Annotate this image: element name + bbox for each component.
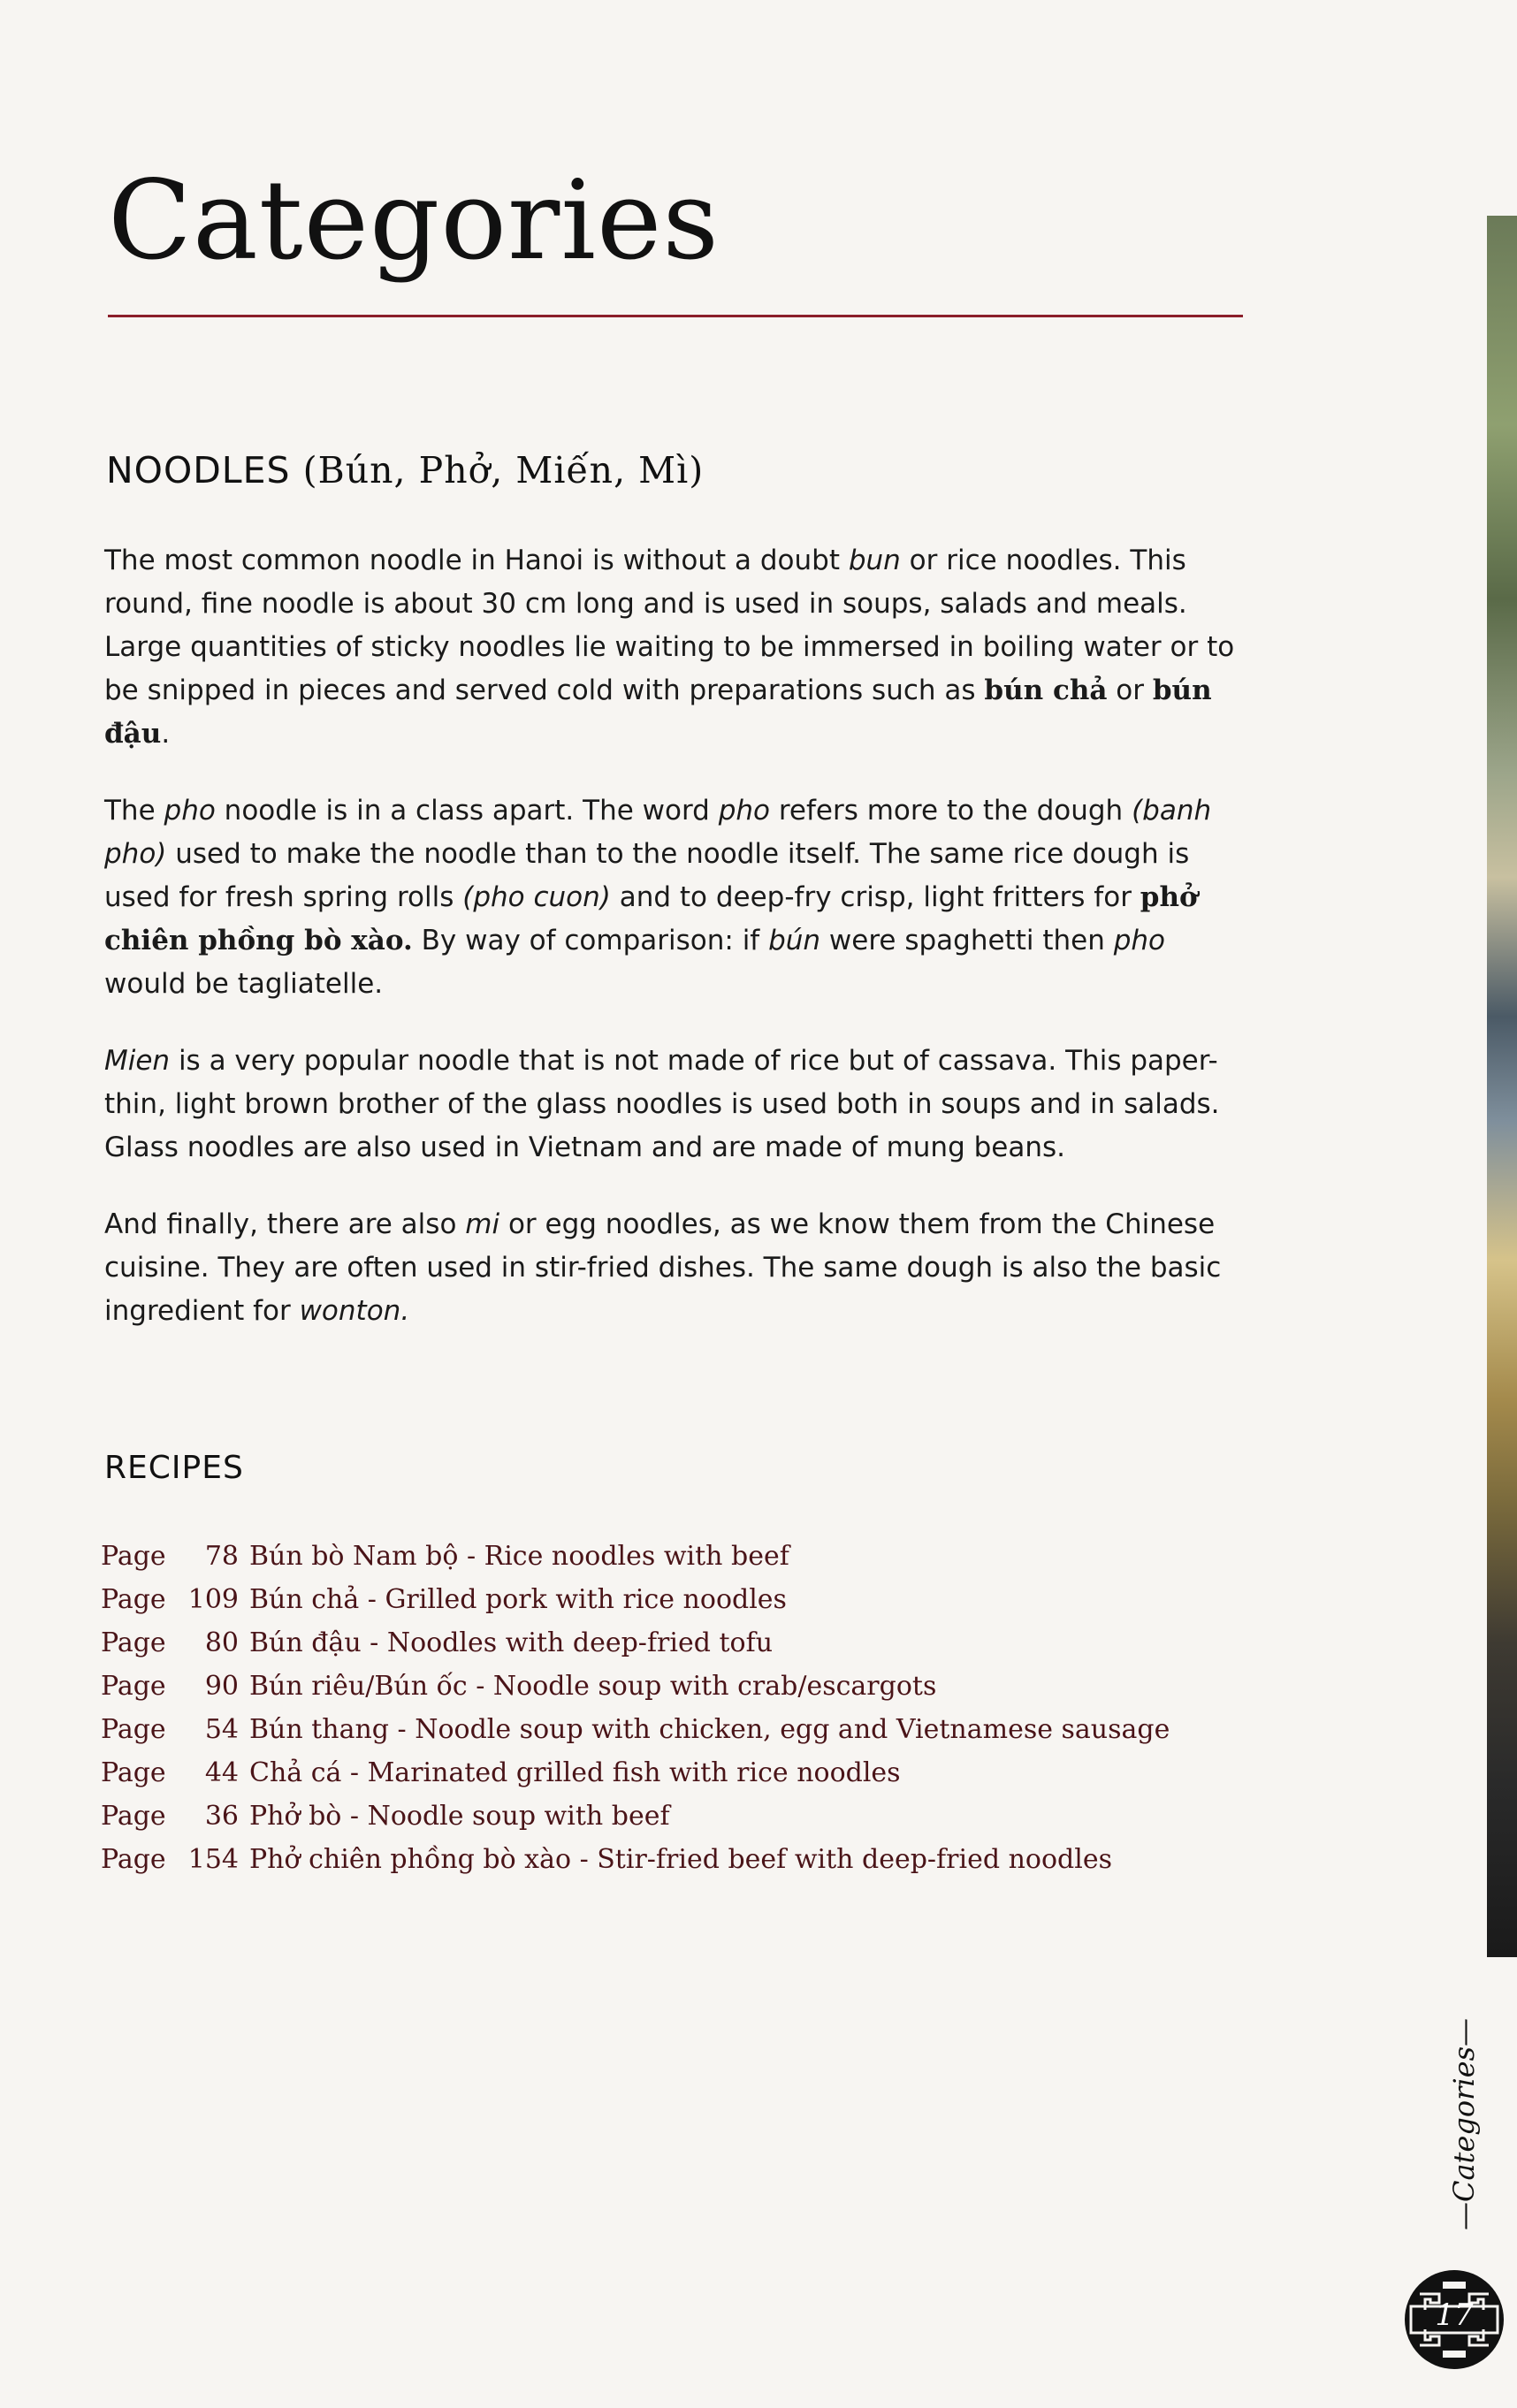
recipe-title: Bún bò Nam bộ - Rice noodles with beef — [249, 1541, 789, 1572]
recipe-list — [101, 1535, 1250, 1881]
italic-run: pho — [164, 795, 216, 827]
recipe-page-number: 44 — [204, 1757, 239, 1788]
page-title: Categories — [108, 157, 720, 285]
recipe-page-label: Page — [101, 1627, 166, 1658]
recipe-page-label: Page — [101, 1714, 166, 1745]
recipe-title: Phở chiên phồng bò xào - Stir-fried beef with deep-fried noodles — [249, 1844, 1112, 1875]
text-run: refers more to the dough — [770, 795, 1132, 827]
italic-run: wonton. — [299, 1295, 410, 1327]
paragraph — [104, 1203, 1254, 1333]
recipe-page-label: Page — [101, 1844, 166, 1875]
recipe-page-number: 78 — [204, 1541, 239, 1572]
italic-run: (pho cuon) — [462, 881, 611, 913]
recipe-page-label: Page — [101, 1671, 166, 1702]
page-number-badge — [1402, 2267, 1506, 2372]
recipe-page-number: 80 — [204, 1627, 239, 1658]
recipe-row — [101, 1621, 1250, 1665]
italic-run: pho — [1113, 925, 1166, 956]
bold-run: phở chiên phồng bò xào. — [104, 881, 1198, 956]
bold-run: bún đậu — [104, 674, 1212, 750]
recipes-heading: RECIPES — [104, 1450, 244, 1486]
recipe-title: Bún đậu - Noodles with deep-fried tofu — [249, 1627, 774, 1658]
recipe-row — [101, 1751, 1250, 1795]
section-heading-vn: (Bún, Phở, Miến, Mì) — [302, 449, 705, 492]
recipe-title: Bún riêu/Bún ốc - Noodle soup with crab/escargots — [249, 1671, 937, 1702]
recipe-row — [101, 1665, 1250, 1708]
text-run: . — [161, 718, 171, 750]
title-divider — [108, 315, 1243, 317]
photo-strip-image — [1487, 216, 1517, 1957]
recipe-page-number: 36 — [204, 1801, 239, 1832]
text-run: And finally, there are also — [104, 1208, 466, 1240]
recipe-title: Chả cá - Marinated grilled fish with rice noodles — [249, 1757, 901, 1788]
text-run: The — [104, 795, 164, 827]
side-label — [1411, 2018, 1482, 2231]
recipe-page-number: 154 — [187, 1844, 239, 1875]
text-run: The most common noodle in Hanoi is without a doubt — [104, 545, 849, 576]
text-run: or rice noodles. This round, fine noodle is about 30 cm long and is used in soups, salads and meals. Large quantities of sticky noodles lie waiting to be immersed in boiling water or to be snipped in pieces and served cold with preparations such as — [104, 545, 1235, 706]
paragraph — [104, 539, 1254, 756]
text-run: would be tagliatelle. — [104, 968, 384, 1000]
italic-run: mi — [465, 1208, 500, 1240]
recipe-title: Bún chả - Grilled pork with rice noodles — [249, 1584, 787, 1615]
recipe-page-label: Page — [101, 1757, 166, 1788]
recipe-title: Bún thang - Noodle soup with chicken, egg and Vietnamese sausage — [249, 1714, 1170, 1745]
italic-run: (banh pho) — [104, 795, 1212, 870]
page-number: 17 — [1435, 2298, 1474, 2333]
text-run: or — [1107, 674, 1153, 706]
recipe-title: Phở bò - Noodle soup with beef — [249, 1801, 670, 1832]
recipe-page-label: Page — [101, 1801, 166, 1832]
recipe-row — [101, 1838, 1250, 1881]
italic-run: Mien — [104, 1045, 171, 1077]
italic-run: bun — [848, 545, 901, 576]
recipe-page-number: 90 — [204, 1671, 239, 1702]
side-label-text: —Categories— — [1447, 2018, 1481, 2230]
recipe-page-number: 109 — [187, 1584, 239, 1615]
body-text — [104, 539, 1254, 1367]
italic-run: bún — [768, 925, 821, 956]
section-heading — [106, 449, 704, 492]
text-run: is a very popular noodle that is not made of rice but of cassava. This paper-thin, light brown brother of the glass noodles is used both in soups and in salads. Glass noodles are also used in Vietnam and are made of mung beans. — [104, 1045, 1220, 1163]
recipe-row — [101, 1708, 1250, 1751]
text-run: used to make the noodle than to the noodle itself. The same rice dough is used for fresh spring rolls — [104, 838, 1190, 913]
paragraph — [104, 1040, 1254, 1170]
text-run: were spaghetti then — [820, 925, 1114, 956]
recipe-page-label: Page — [101, 1584, 166, 1615]
recipe-page-number: 54 — [204, 1714, 239, 1745]
recipe-row — [101, 1535, 1250, 1578]
text-run: By way of comparison: if — [412, 925, 769, 956]
recipe-row — [101, 1578, 1250, 1621]
section-heading-en: NOODLES — [106, 449, 291, 492]
recipe-page-label: Page — [101, 1541, 166, 1572]
text-run: or egg noodles, as we know them from the Chinese cuisine. They are often used in stir-fried dishes. The same dough is also the basic ingredient for — [104, 1208, 1222, 1327]
paragraph — [104, 789, 1254, 1006]
bold-run: bún chả — [984, 674, 1108, 706]
italic-run: pho — [718, 795, 770, 827]
text-run: and to deep-fry crisp, light fritters for — [610, 881, 1140, 913]
recipe-row — [101, 1795, 1250, 1838]
text-run: noodle is in a class apart. The word — [215, 795, 719, 827]
